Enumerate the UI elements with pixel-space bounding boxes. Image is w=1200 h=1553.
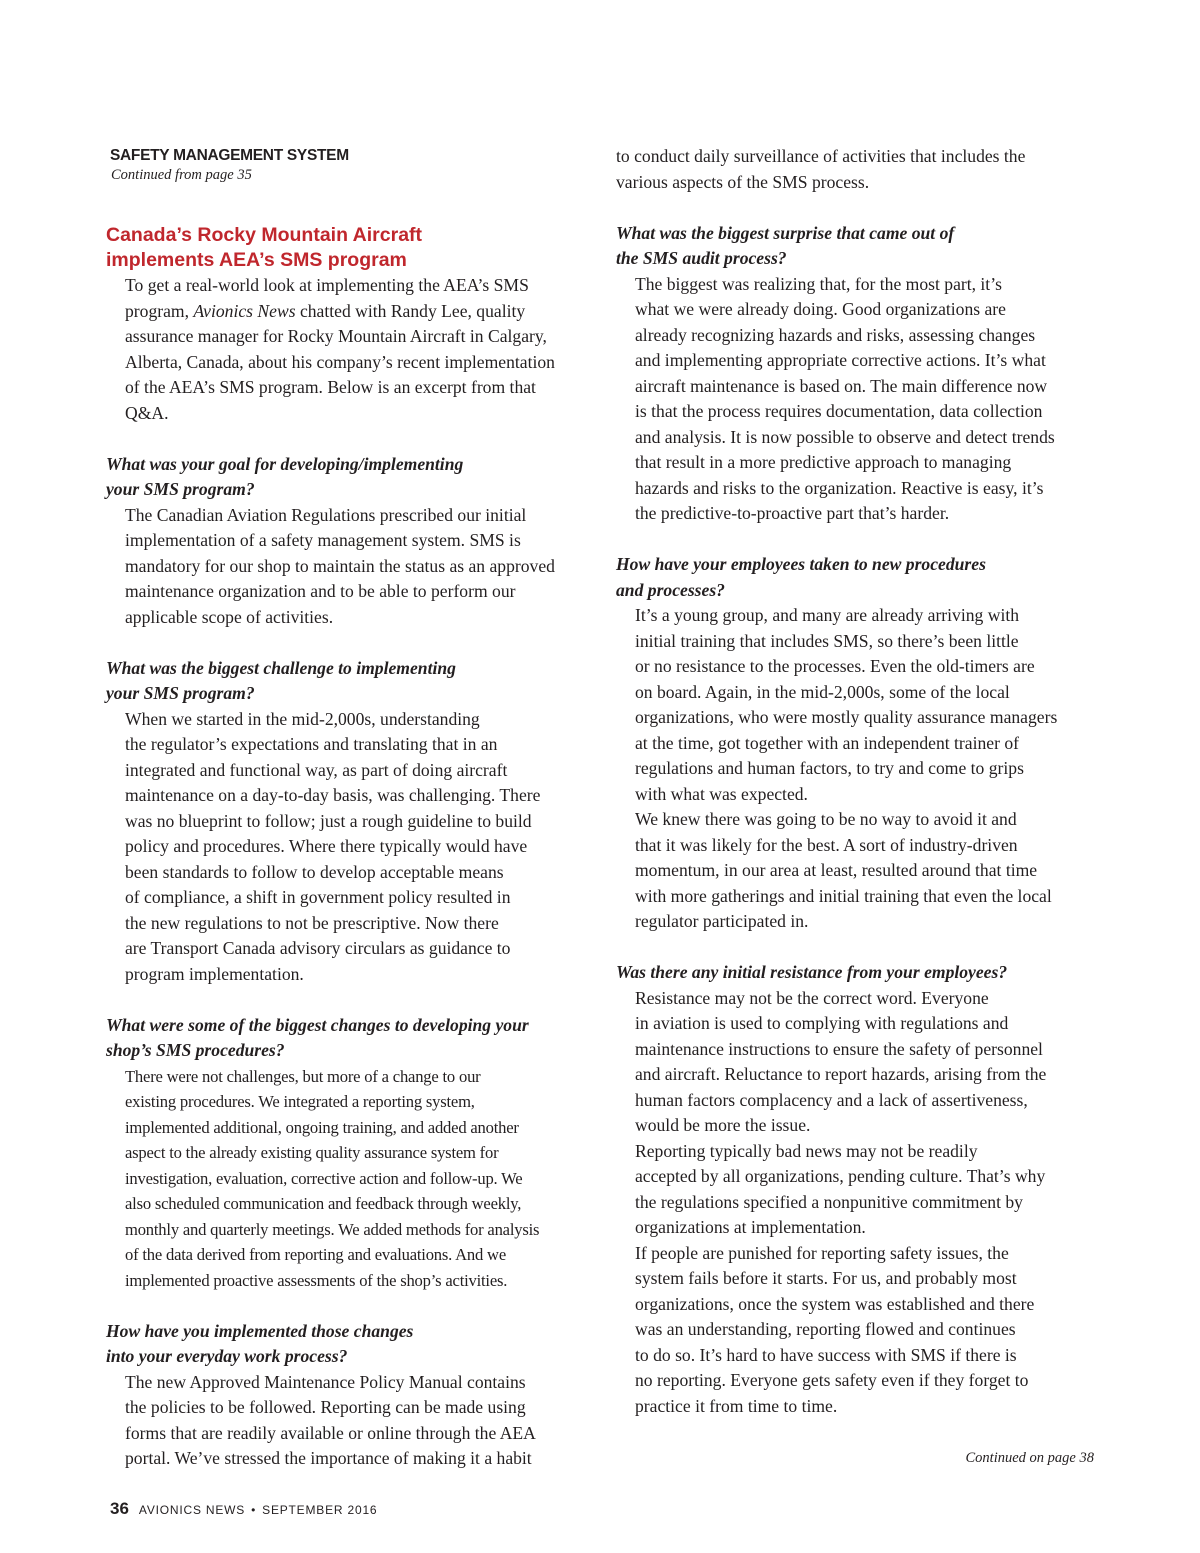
continued-from-label: Continued from page 35: [111, 167, 252, 183]
question-heading: What was the biggest surprise that came out of the SMS audit process?: [616, 222, 955, 268]
question-heading: What was your goal for developing/implementing your SMS program?: [106, 453, 464, 499]
article-headline: [106, 223, 588, 273]
footer-bullet: •: [251, 1503, 257, 1517]
answer-paragraph: It’s a young group, and many are already arriving with initial training that includes SMS, so there’s been little or no resistance to the processes. Even the old-timers are on board. Again, in the mid-2,000s, some of the local organizations, who were mostly quality assurance managers at the time, got together with an independent trainer of regulations and human factors, to try and come to grips with what was expected.: [635, 605, 1058, 804]
answer-paragraph: The biggest was realizing that, for the most part, it’s what we were already doing. Good organizations are already recognizing hazards and risks, assessing changes and implementing appropriate corrective actions. It’s what aircraft maintenance is based on. The main difference now is that the process requires documentation, data collection and analysis. It is now possible to observe and detect trends that result in a more predictive approach to managing hazards and risks to the organization. Reactive is easy, it’s the predictive-to-proactive part that’s harder.: [635, 273, 1055, 523]
intro-paragraph: [106, 273, 588, 426]
answer-continuation: to conduct daily surveillance of activities that includes the various aspects of the SMS process.: [616, 146, 1026, 192]
question-heading: Was there any initial resistance from your employees?: [616, 962, 1008, 982]
right-column: [616, 144, 1098, 1419]
continued-on-label: Continued on page 38: [965, 1450, 1094, 1466]
text-line: of the AEA’s SMS program. Below is an excerpt from that: [125, 377, 536, 397]
question-heading: How have you implemented those changes into your everyday work process?: [106, 1320, 414, 1366]
publication-name: Avionics News: [193, 300, 296, 321]
headline-line: implements AEA’s SMS program: [106, 249, 407, 271]
answer-paragraph: The new Approved Maintenance Policy Manual contains the policies to be followed. Reporting can be made using forms that are readily available or online through the AEA portal. We’ve stressed the importance of making it a habit: [125, 1371, 536, 1468]
publication-title: AVIONICS NEWS: [138, 1503, 246, 1517]
left-column: [106, 146, 588, 1472]
section-label: SAFETY MANAGEMENT SYSTEM: [110, 147, 349, 164]
answer-paragraph: When we started in the mid-2,000s, understanding the regulator’s expectations and translating that in an integrated and functional way, as part of doing aircraft maintenance on a day-to-day basis, was challenging. There was no blueprint to follow; just a rough guideline to build policy and procedures. Where there typically would have been standards to follow to develop acceptable means of compliance, a shift in government policy resulted in the new regulations to not be prescriptive. Now there are Transport Canada advisory circulars as guidance to program implementation.: [125, 708, 541, 984]
question-heading: What were some of the biggest changes to developing your shop’s SMS procedures?: [106, 1014, 529, 1060]
answer-paragraph: If people are punished for reporting safety issues, the system fails before it starts. For us, and probably most organizations, once the system was established and there was an understanding, reporting flowed and continues to do so. It’s hard to have success with SMS if there is no reporting. Everyone gets safety even if they forget to practice it from time to time.: [635, 1242, 1035, 1416]
issue-date: SEPTEMBER 2016: [262, 1503, 378, 1517]
answer-paragraph: We knew there was going to be no way to avoid it and that it was likely for the best. A sort of industry-driven momentum, in our area at least, resulted around that time with more gatherings and initial training that even the local regulator participated in.: [635, 809, 1052, 931]
answer-paragraph: Reporting typically bad news may not be readily accepted by all organizations, pending culture. That’s why the regulations specified a nonpunitive commitment by organizations at implementation.: [635, 1140, 1046, 1237]
text-line: Q&A.: [125, 402, 169, 423]
text-line: To get a real-world look at implementing the AEA’s SMS: [125, 275, 529, 295]
text-line: assurance manager for Rocky Mountain Aircraft in Calgary,: [125, 326, 547, 346]
text-line: Alberta, Canada, about his company’s recent implementation: [125, 351, 555, 372]
answer-paragraph: Resistance may not be the correct word. Everyone in aviation is used to complying with regulations and maintenance instructions to ensure the safety of personnel and aircraft. Reluctance to report hazards, arising from the human factors complacency and a lack of assertiveness, would be more the issue.: [635, 987, 1047, 1135]
answer-paragraph: There were not challenges, but more of a change to our existing procedures. We integrated a reporting system, implemented additional, ongoing training, and added another aspect to the already existing quality assurance system for investigation, evaluation, corrective action and follow-up. We also scheduled communication and feedback through weekly, monthly and quarterly meetings. We added methods for analysis of the data derived from reporting and evaluations. And we implemented proactive assessments of the shop’s activities.: [125, 1066, 540, 1290]
page-footer: [110, 1499, 377, 1519]
text-line: program, Avionics News chatted with Randy Lee, quality: [125, 300, 526, 321]
question-heading: What was the biggest challenge to implementing your SMS program?: [106, 657, 456, 703]
answer-paragraph: The Canadian Aviation Regulations prescribed our initial implementation of a safety management system. SMS is mandatory for our shop to maintain the status as an approved maintenance organization and to be able to perform our applicable scope of activities.: [125, 504, 555, 627]
headline-line: Canada’s Rocky Mountain Aircraft: [106, 224, 423, 246]
question-heading: How have your employees taken to new procedures and processes?: [616, 554, 986, 600]
page-number: 36: [110, 1499, 129, 1518]
